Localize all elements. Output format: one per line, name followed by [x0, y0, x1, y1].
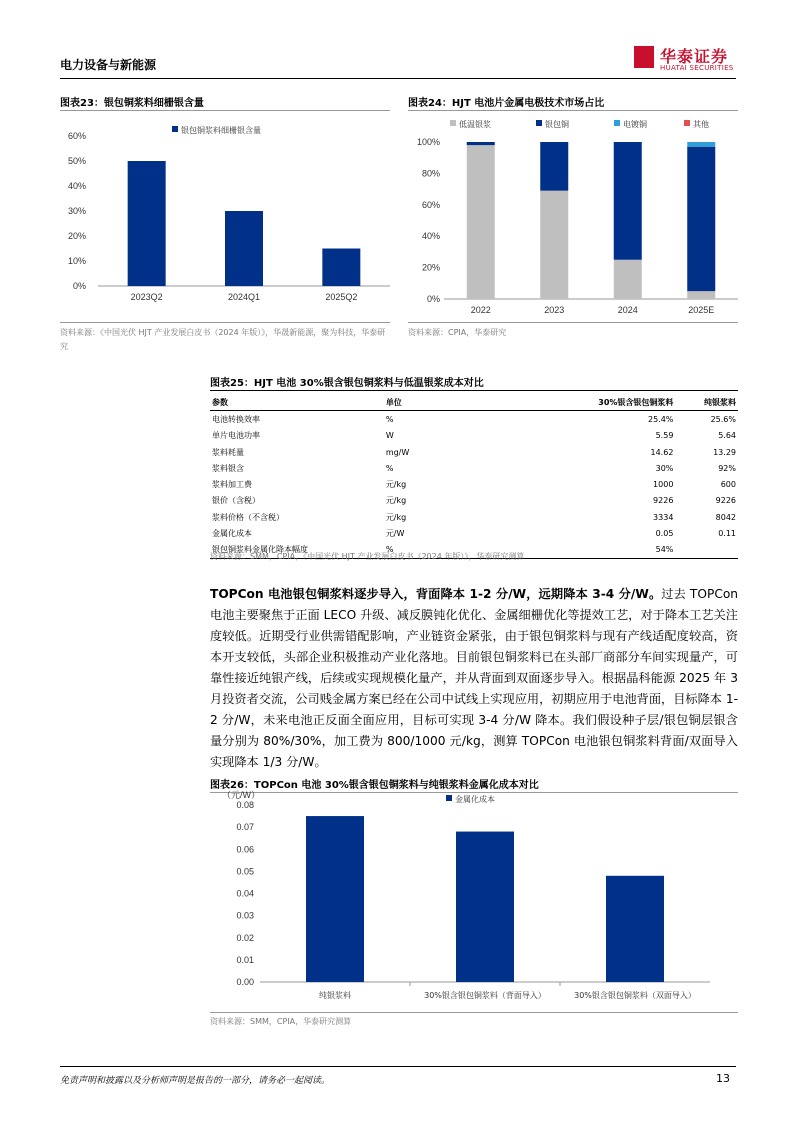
table-header-row — [210, 394, 738, 411]
fig24-bar-segment — [614, 142, 642, 260]
fig23-source: 资料来源：《中国光伏 HJT 产业发展白皮书（2024 年版）》，华晟新能源，聚为科技，华泰研究 — [60, 328, 386, 351]
fig24-title: 图表24：HJT 电池片金属电极技术市场占比 — [408, 98, 605, 109]
analysis-paragraph — [210, 584, 738, 773]
fig23-y-tick: 0% — [72, 281, 86, 291]
fig23-y-tick: 40% — [67, 181, 86, 191]
fig23-y-tick: 50% — [67, 156, 86, 166]
fig24-legend-label: 低温银浆 — [459, 120, 491, 129]
table-row — [210, 476, 738, 492]
table-row — [210, 428, 738, 444]
table-cell: % — [385, 545, 394, 555]
table-cell: 单片电池功率 — [212, 431, 260, 441]
table-row — [210, 411, 738, 428]
table-cell: 电池转换效率 — [212, 414, 260, 424]
fig24-y-tick: 60% — [421, 199, 440, 210]
fig24-x-tick: 2023 — [544, 305, 565, 315]
table-row — [210, 460, 738, 476]
fig23-legend-label: 银包铜浆料细栅银含量 — [181, 126, 261, 135]
page-number: 13 — [716, 1072, 730, 1085]
table-cell: 8042 — [715, 512, 736, 522]
fig24-legend-label: 其他 — [693, 120, 709, 129]
fig26-y-tick: 0.07 — [236, 822, 254, 833]
table-cell: 9226 — [653, 496, 674, 506]
fig23-rule — [60, 110, 390, 111]
fig24-y-tick: 40% — [421, 231, 440, 242]
table-cell: 银价（含税） — [212, 496, 260, 506]
fig24-bar-segment — [467, 145, 495, 299]
fig26-bar — [306, 816, 364, 982]
fig23-y-tick: 20% — [67, 231, 86, 241]
fig26-x-tick: 30%银含银包铜浆料（背面导入） — [424, 991, 546, 1000]
table-cell: % — [385, 463, 394, 473]
fig24-legend-swatch — [614, 120, 620, 126]
fig24-bar-segment — [687, 291, 715, 299]
fig23-legend-swatch — [172, 126, 178, 132]
fig23-y-tick: 10% — [67, 256, 86, 266]
table-row — [210, 525, 738, 541]
table-cell: 5.64 — [718, 431, 736, 441]
fig26-y-tick: 0.05 — [236, 866, 254, 877]
fig24-bar-segment — [540, 191, 568, 299]
fig24-bottom-rule — [408, 322, 738, 323]
fig24-bar-segment — [687, 147, 715, 291]
fig26-bottom-rule — [210, 1012, 738, 1013]
fig24-bar-segment — [687, 142, 715, 147]
table-cell: 9226 — [715, 496, 736, 506]
fig24-x-tick: 2024 — [617, 305, 638, 315]
footer-disclaimer: 免责声明和披露以及分析师声明是报告的一部分，请务必一起阅读。 — [60, 1076, 331, 1086]
fig24-y-tick: 20% — [421, 262, 440, 273]
table-header-cell: 纯银浆料 — [704, 397, 736, 407]
table-cell: 元/kg — [385, 512, 407, 522]
paragraph-lead: TOPCon 电池银包铜浆料逐步导入，背面降本 1-2 分/W，远期降本 3-4 分/W。 — [210, 587, 662, 601]
fig24-chart — [408, 114, 738, 318]
table-cell: 13.29 — [713, 447, 736, 457]
table-cell — [675, 542, 738, 559]
fig25-source: 资料来源：SMM，CPIA，《中国光伏 HJT 产业发展白皮书（2024 年版）》，华泰研究测算 — [210, 552, 525, 561]
fig24-bar-segment — [614, 260, 642, 299]
report-section-title: 电力设备与新能源 — [60, 58, 157, 72]
table-cell: 5.59 — [655, 431, 674, 441]
fig23-chart — [60, 118, 390, 314]
fig24-legend-swatch — [536, 120, 542, 126]
table-cell: % — [385, 414, 394, 424]
fig24-legend-label: 电镀铜 — [623, 120, 647, 129]
fig24-source: 资料来源：CPIA，华泰研究 — [408, 328, 507, 337]
fig26-bar — [456, 832, 514, 982]
table-cell: 浆料银含 — [212, 463, 244, 473]
table-cell: 浆料加工费 — [212, 480, 252, 490]
fig26-source: 资料来源：SMM，CPIA，华泰研究测算 — [210, 1017, 352, 1026]
table-cell: 14.62 — [650, 447, 674, 457]
table-cell: 金属化成本 — [212, 529, 252, 539]
table-cell: 银包铜浆料金属化降本幅度 — [212, 545, 308, 555]
table-row — [210, 444, 738, 460]
fig26-legend-label: 金属化成本 — [455, 795, 495, 804]
fig23-title: 图表23：银包铜浆料细栅银含量 — [60, 98, 204, 109]
table-cell: 1000 — [653, 480, 674, 490]
table-row — [210, 509, 738, 525]
fig23-y-tick: 30% — [67, 206, 86, 216]
footer-rule — [60, 1066, 736, 1067]
fig23-bar — [128, 161, 166, 286]
fig26-x-tick: 纯银浆料 — [319, 991, 351, 1000]
table-cell: 3334 — [653, 512, 674, 522]
table-header-cell: 30%银含银包铜浆料 — [598, 397, 674, 407]
fig26-y-unit: （元/W） — [222, 790, 260, 800]
table-cell: 25.4% — [647, 414, 674, 424]
fig26-x-tick: 30%银含银包铜浆料（双面导入） — [574, 991, 696, 1000]
fig23-x-tick: 2024Q1 — [227, 292, 261, 302]
fig26-title: 图表26：TOPCon 电池 30%银含银包铜浆料与纯银浆料金属化成本对比 — [210, 780, 539, 791]
table-cell: 元/W — [385, 529, 405, 539]
fig26-y-tick: 0.06 — [236, 844, 254, 855]
fig24-y-tick: 100% — [416, 137, 440, 147]
fig26-y-tick: 0.08 — [236, 800, 254, 810]
table-row — [210, 493, 738, 509]
table-cell: 30% — [655, 463, 674, 473]
huatai-logo-icon — [634, 46, 654, 68]
fig24-y-tick: 80% — [421, 168, 440, 179]
table-cell: W — [385, 431, 394, 441]
fig24-rule — [408, 110, 738, 111]
table-cell: mg/W — [385, 447, 410, 457]
fig26-y-tick: 0.01 — [236, 954, 254, 965]
table-cell: 54% — [655, 545, 674, 555]
fig26-bar — [606, 876, 664, 982]
fig23-bar — [225, 211, 263, 286]
fig26-y-tick: 0.04 — [236, 888, 254, 899]
fig23-bar — [322, 249, 360, 287]
table-cell: 600 — [720, 480, 736, 490]
fig23-y-tick: 60% — [67, 131, 86, 141]
table-cell: 元/kg — [385, 496, 407, 506]
fig24-x-tick: 2022 — [470, 305, 491, 315]
fig24-y-tick: 0% — [426, 294, 440, 304]
table-cell: 元/kg — [385, 480, 407, 490]
fig23-x-tick: 2023Q2 — [130, 292, 163, 302]
table-header-cell: 参数 — [212, 397, 228, 407]
table-header-cell: 单位 — [385, 397, 402, 407]
fig25-rule — [210, 390, 738, 391]
fig24-legend-label: 银包铜 — [545, 120, 569, 129]
table-cell: 0.11 — [718, 529, 736, 539]
fig24-bar-segment — [540, 142, 568, 191]
fig24-legend-swatch — [450, 120, 456, 126]
table-cell: 0.05 — [655, 529, 674, 539]
paragraph-body: 过去 TOPCon 电池主要聚焦于正面 LECO 升级、减反膜钝化优化、金属细栅优化等提效工艺，对于降本工艺关注度较低。近期受行业供需错配影响，产业链资金紧张，由于银包铜浆料与现有产线适配度较高，资本开支较低，头部企业积极推动产业化落地。目前银包铜浆料已在头部厂商部分车间实现量产，可靠性接近纯银产线，后续或实现规模化量产，并从背面到双面逐步导入。根据晶科能源 2025 年 3 月投资者交流，公司贱金属方案已经在公司中试线上实现应用，初期应用于电池背面，目标降本 1-2 分/W，未来电池正反面全面应用，目标可实现 3-4 分/W 降本。我们假设种子层/银包铜层银含量分别为 80%/30%，加工费为 800/1000 元/kg，测算 TOPCon 电池银包铜浆料背面/双面导入实现降本 1/3 分/W。 — [210, 587, 739, 769]
logo-en-text: HUATAI SECURITIES — [660, 64, 734, 72]
table-cell: 浆料价格（不含税） — [212, 512, 284, 522]
header-rule — [60, 78, 736, 79]
table-cell: 25.6% — [710, 414, 736, 424]
fig23-bottom-rule — [60, 322, 390, 323]
fig26-y-tick: 0.00 — [236, 977, 254, 987]
table-cell: 92% — [718, 463, 736, 473]
fig24-x-tick: 2025E — [688, 305, 715, 315]
fig23-x-tick: 2025Q2 — [325, 292, 358, 302]
fig26-y-tick: 0.02 — [236, 932, 254, 943]
fig24-legend-swatch — [684, 120, 690, 126]
fig24-bar-segment — [467, 142, 495, 145]
fig26-y-tick: 0.03 — [236, 910, 254, 921]
table-cell: 浆料耗量 — [212, 447, 244, 457]
cost-comparison-table — [210, 394, 738, 559]
fig25-title: 图表25：HJT 电池 30%银含银包铜浆料与低温银浆成本对比 — [210, 378, 484, 389]
fig26-legend-swatch — [446, 795, 452, 801]
logo-cn-text: 华泰证券 — [660, 47, 729, 66]
fig26-chart — [210, 786, 738, 1008]
